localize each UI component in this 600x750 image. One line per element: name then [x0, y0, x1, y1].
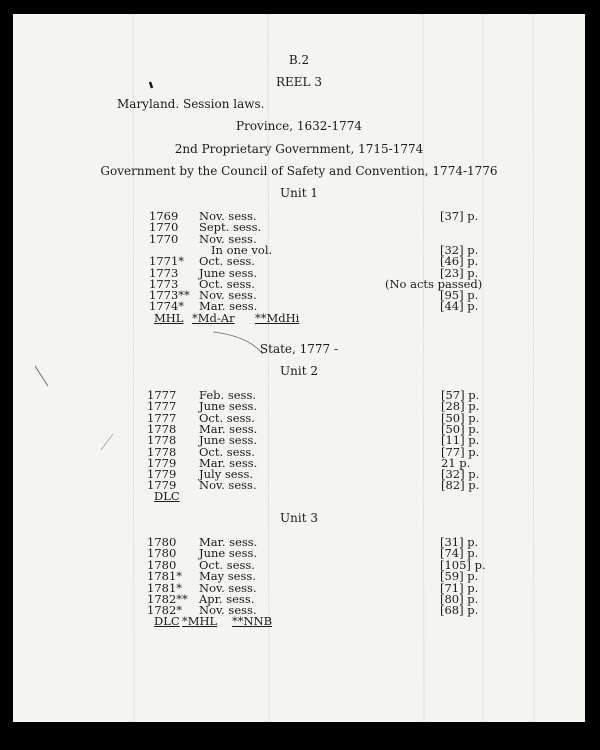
year-cell: 1782*	[147, 603, 183, 618]
session-cell: Nov. sess.	[199, 209, 257, 223]
session-cell: Nov. sess.	[199, 580, 257, 595]
pages-cell: [71] p.	[440, 580, 479, 595]
library-symbol: *Md-Ar	[192, 311, 235, 325]
year-cell: 1779	[147, 467, 177, 482]
pages-cell: [95] p.	[440, 288, 479, 303]
year-cell: 1769	[149, 209, 179, 223]
session-cell: Oct. sess.	[199, 276, 255, 291]
year-cell: 1782**	[147, 592, 188, 606]
library-symbol: **MdHi	[255, 311, 300, 325]
page-code: B.2	[288, 53, 310, 67]
year-cell: 1778	[147, 421, 177, 436]
library-symbol: DLC	[154, 489, 180, 503]
pages-cell: 21 p.	[441, 455, 471, 470]
session-cell: Nov. sess.	[199, 603, 257, 618]
pages-cell: [50] p.	[441, 410, 480, 425]
year-cell: 1780	[147, 535, 177, 549]
pages-cell: [46] p.	[440, 254, 479, 269]
pages-cell: [57] p.	[441, 388, 480, 402]
session-cell: Nov. sess.	[199, 478, 257, 493]
session-cell: June sess.	[199, 546, 258, 561]
session-cell: Nov. sess.	[199, 288, 257, 303]
province-heading: Province, 1632-1774	[236, 119, 362, 133]
year-cell: 1778	[147, 444, 177, 459]
session-cell: June sess.	[199, 433, 258, 448]
pages-cell: [23] p.	[440, 265, 479, 280]
year-cell: 1770	[149, 220, 179, 235]
session-cell: In one vol.	[211, 242, 273, 257]
session-cell: June sess.	[199, 399, 258, 414]
document-page	[13, 14, 585, 722]
pages-cell: [82] p.	[441, 478, 480, 493]
year-cell: 1779	[147, 478, 177, 493]
year-cell: 1773**	[149, 288, 190, 303]
pages-cell: [105] p.	[440, 557, 486, 572]
session-cell: Mar. sess.	[199, 535, 258, 549]
unit1-title: Unit 1	[280, 186, 318, 200]
reel-title: REEL 3	[276, 75, 322, 89]
year-cell: 1773	[149, 276, 179, 291]
library-symbol: **NNB	[232, 614, 273, 628]
year-cell: 1779	[147, 455, 177, 470]
library-symbol: MHL	[154, 311, 184, 325]
library-symbol: DLC	[154, 614, 180, 628]
pages-cell: [50] p.	[441, 421, 480, 436]
pages-cell: [32] p.	[440, 242, 479, 257]
pages-cell: [31] p.	[440, 535, 479, 549]
year-cell: 1781*	[147, 580, 183, 595]
pages-cell: [11] p.	[441, 433, 480, 448]
proprietary-heading: 2nd Proprietary Government, 1715-1774	[174, 142, 424, 156]
year-cell: 1770	[149, 231, 179, 246]
session-cell: Feb. sess.	[199, 388, 256, 402]
state-heading: State, 1777 -	[259, 342, 339, 356]
pages-cell: [28] p.	[441, 399, 480, 414]
pages-cell: [68] p.	[440, 603, 479, 618]
year-cell: 1780	[147, 546, 177, 561]
subject-heading: Maryland. Session laws.	[117, 97, 265, 111]
year-cell: 1778	[147, 433, 177, 448]
government-heading: Government by the Council of Safety and Convention, 1774-1776	[100, 164, 498, 178]
year-cell: 1774*	[149, 299, 185, 314]
year-cell: 1771*	[149, 254, 185, 269]
pages-cell: [77] p.	[441, 444, 480, 459]
pages-cell: [44] p.	[440, 299, 479, 314]
session-cell: Oct. sess.	[199, 557, 255, 572]
library-symbol: *MHL	[182, 614, 218, 628]
pages-cell: [59] p.	[440, 569, 479, 584]
unit2-title: Unit 2	[280, 364, 318, 378]
session-cell: Mar. sess.	[199, 421, 258, 436]
pages-cell: [32] p.	[441, 467, 480, 482]
pages-cell: [74] p.	[440, 546, 479, 561]
pages-cell: [37] p.	[440, 209, 479, 223]
session-cell: June sess.	[199, 265, 258, 280]
year-cell: 1777	[147, 410, 177, 425]
pages-cell: (No acts passed)	[385, 276, 483, 291]
session-cell: Oct. sess.	[199, 444, 255, 459]
session-cell: Oct. sess.	[199, 410, 255, 425]
session-cell: Nov. sess.	[199, 231, 257, 246]
year-cell: 1781*	[147, 569, 183, 584]
session-cell: Mar. sess.	[199, 299, 258, 314]
session-cell: May sess.	[199, 569, 256, 584]
session-cell: Apr. sess.	[199, 592, 255, 606]
year-cell: 1773	[149, 265, 179, 280]
unit3-title: Unit 3	[280, 511, 318, 525]
session-cell: Mar. sess.	[199, 455, 258, 470]
session-cell: July sess.	[199, 467, 254, 482]
year-cell: 1777	[147, 399, 177, 414]
session-cell: Oct. sess.	[199, 254, 255, 269]
year-cell: 1780	[147, 557, 177, 572]
year-cell: 1777	[147, 388, 177, 402]
session-cell: Sept. sess.	[199, 220, 262, 235]
pages-cell: [80] p.	[440, 592, 479, 606]
